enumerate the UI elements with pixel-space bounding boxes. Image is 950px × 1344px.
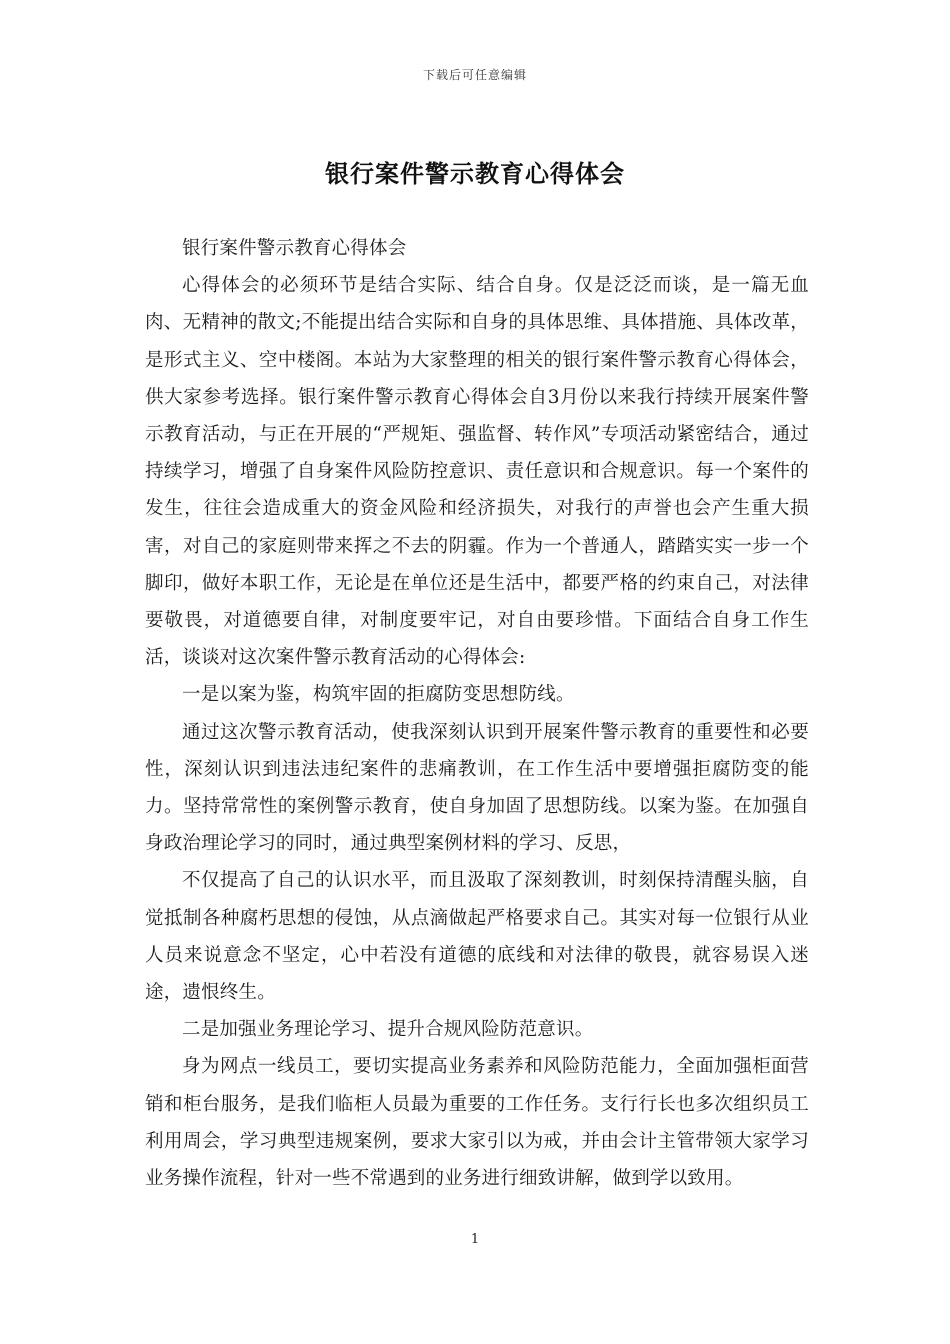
paragraph-heading-1: 一是以案为鉴，构筑牢固的拒腐防变思想防线。 xyxy=(182,684,575,706)
document-body xyxy=(145,230,809,1197)
page-header-note: 下载后可任意编辑 xyxy=(422,68,527,82)
paragraph-body-2: 不仅提高了自己的认识水平，而且汲取了深刻教训，时刻保持清醒头脑，自觉抵制各种腐朽思想的侵蚀，从点滴做起严格要求自己。其实对每一位银行从业人员来说意念不坚定，心中若没有道德的底线和对法律的敬畏，就容易误入迷途，遗恨终生。 xyxy=(145,870,809,1004)
paragraph-intro: 心得体会的必须环节是结合实际、结合自身。仅是泛泛而谈，是一篇无血肉、无精神的散文;不能提出结合实际和自身的具体思维、具体措施、具体改革，是形式主义、空中楼阁。本站为大家整理的相关的银行案件警示教育心得体会，供大家参考选择。银行案件警示教育心得体会自3月份以来我行持续开展案件警示教育活动，与正在开展的“严规矩、强监督、转作风”专项活动紧密结合，通过持续学习，增强了自身案件风险防控意识、责任意识和合规意识。每一个案件的发生，往往会造成重大的资金风险和经济损失，对我行的声誉也会产生重大损害，对自己的家庭则带来挥之不去的阴霾。作为一个普通人，踏踏实实一步一个脚印，做好本职工作，无论是在单位还是生活中，都要严格的约束自己，对法律要敬畏，对道德要自律，对制度要牢记，对自由要珍惜。下面结合自身工作生活，谈谈对这次案件警示教育活动的心得体会: xyxy=(145,275,809,669)
document-title: 银行案件警示教育心得体会 xyxy=(325,159,625,188)
paragraph-body-3: 身为网点一线员工，要切实提高业务素养和风险防范能力，全面加强柜面营销和柜台服务，是我们临柜人员最为重要的工作任务。支行行长也多次组织员工利用周会，学习典型违规案例，要求大家引以为戒，并由会计主管带领大家学习业务操作流程，针对一些不常遇到的业务进行细致讲解，做到学以致用。 xyxy=(145,1056,809,1190)
page-number: 1 xyxy=(470,1232,480,1247)
paragraph-subtitle: 银行案件警示教育心得体会 xyxy=(182,238,407,259)
paragraph-heading-2: 二是加强业务理论学习、提升合规风险防范意识。 xyxy=(182,1019,594,1041)
paragraph-body-1: 通过这次警示教育活动，使我深刻认识到开展案件警示教育的重要性和必要性，深刻认识到违法违纪案件的悲痛教训，在工作生活中要增强拒腐防变的能力。坚持常常性的案例警示教育，使自身加固了思想防线。以案为鉴。在加强自身政治理论学习的同时，通过典型案例材料的学习、反思， xyxy=(145,721,809,855)
